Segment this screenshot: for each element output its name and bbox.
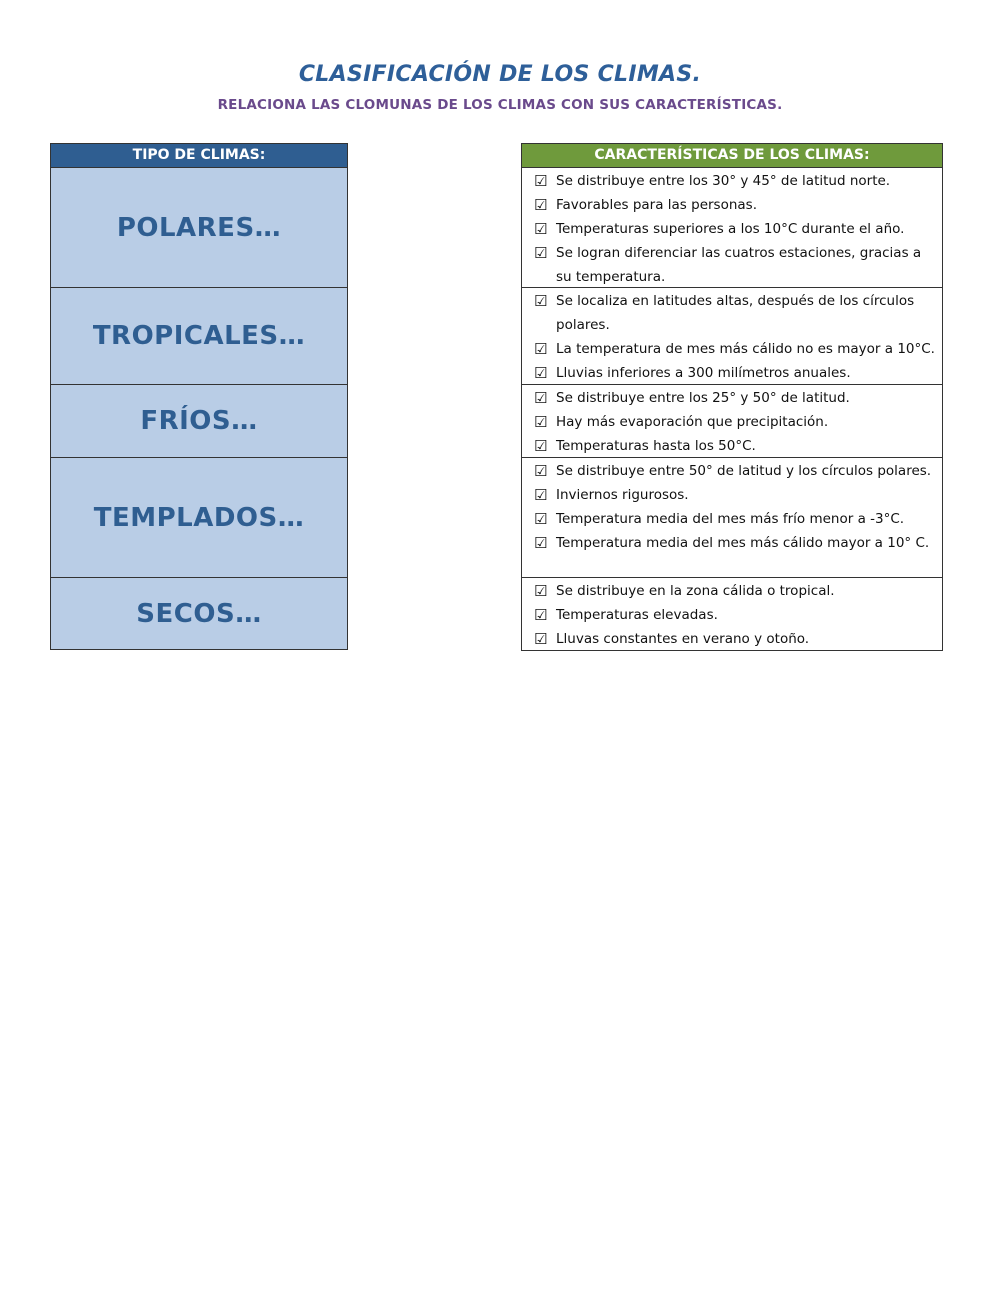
list-item: ☑ Se distribuye entre 50° de latitud y los círculos polares. (534, 459, 936, 483)
checkbox-checked-icon: ☑ (534, 364, 548, 382)
checkbox-checked-icon: ☑ (534, 413, 548, 431)
climate-type-tropicales[interactable]: TROPICALES… (51, 288, 347, 385)
characteristics-group-2[interactable] (522, 288, 942, 385)
list-item: ☑ Temperaturas elevadas. (534, 603, 936, 627)
characteristics-group-3[interactable] (522, 385, 942, 458)
climate-type-polares[interactable]: POLARES… (51, 168, 347, 288)
list-item: ☑ Lluvias inferiores a 300 milímetros anuales. (534, 361, 936, 385)
climate-types-header: TIPO DE CLIMAS: (51, 144, 347, 168)
checkbox-checked-icon: ☑ (534, 340, 548, 358)
checkbox-checked-icon: ☑ (534, 220, 548, 238)
list-item: ☑ Temperaturas superiores a los 10°C durante el año. (534, 217, 936, 241)
checkbox-checked-icon: ☑ (534, 292, 548, 310)
checkbox-checked-icon: ☑ (534, 534, 548, 552)
list-item: ☑ Inviernos rigurosos. (534, 483, 936, 507)
checkbox-checked-icon: ☑ (534, 582, 548, 600)
climate-characteristics-table (521, 143, 943, 651)
list-item: ☑ Temperaturas hasta los 50°C. (534, 434, 936, 458)
list-item: ☑ Se distribuye entre los 25° y 50° de latitud. (534, 386, 936, 410)
checkbox-checked-icon: ☑ (534, 462, 548, 480)
list-item: ☑ Temperatura media del mes más frío menor a -3°C. (534, 507, 936, 531)
checkbox-checked-icon: ☑ (534, 389, 548, 407)
checkbox-checked-icon: ☑ (534, 630, 548, 648)
checkbox-checked-icon: ☑ (534, 172, 548, 190)
checkbox-checked-icon: ☑ (534, 486, 548, 504)
checkbox-checked-icon: ☑ (534, 437, 548, 455)
list-item: ☑ Temperatura media del mes más cálido mayor a 10° C. (534, 531, 936, 555)
characteristics-group-5[interactable] (522, 578, 942, 650)
checkbox-checked-icon: ☑ (534, 606, 548, 624)
list-item: ☑ Se distribuye entre los 30° y 45° de latitud norte. (534, 169, 936, 193)
checkbox-checked-icon: ☑ (534, 510, 548, 528)
list-item: ☑ Se logran diferenciar las cuatros estaciones, gracias a su temperatura. (534, 241, 936, 289)
climate-type-templados[interactable]: TEMPLADOS… (51, 458, 347, 578)
list-item: ☑ Favorables para las personas. (534, 193, 936, 217)
list-item: ☑ Lluvas constantes en verano y otoño. (534, 627, 936, 651)
list-item: ☑ Se localiza en latitudes altas, después de los círculos polares. (534, 289, 936, 337)
characteristics-group-1[interactable] (522, 168, 942, 288)
page-title: CLASIFICACIÓN DE LOS CLIMAS. (298, 62, 702, 87)
climate-type-frios[interactable]: FRÍOS… (51, 385, 347, 458)
characteristics-header: CARACTERÍSTICAS DE LOS CLIMAS: (522, 144, 942, 168)
page-subtitle: RELACIONA LAS CLOMUNAS DE LOS CLIMAS CON SUS CARACTERÍSTICAS. (217, 97, 783, 113)
checkbox-checked-icon: ☑ (534, 196, 548, 214)
checkbox-checked-icon: ☑ (534, 244, 548, 262)
characteristics-group-4[interactable] (522, 458, 942, 578)
list-item: ☑ Se distribuye en la zona cálida o tropical. (534, 579, 936, 603)
list-item: ☑ Hay más evaporación que precipitación. (534, 410, 936, 434)
climate-type-secos[interactable]: SECOS… (51, 578, 347, 649)
climate-types-table (50, 143, 348, 650)
list-item: ☑ La temperatura de mes más cálido no es mayor a 10°C. (534, 337, 936, 361)
